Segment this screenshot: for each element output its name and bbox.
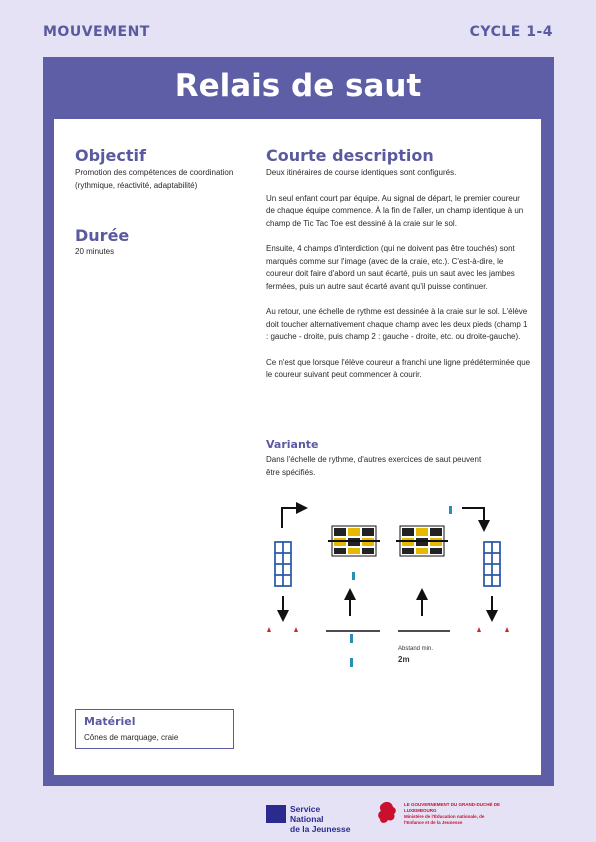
description-paragraph: Ce n'est que lorsque l'élève coureur a franchi une ligne prédéterminée que le coureur suivant peut commencer à courir. bbox=[266, 357, 531, 379]
distance-value: 2m bbox=[398, 655, 410, 664]
duree-text: 20 minutes bbox=[75, 247, 115, 256]
tictactoe-field-left bbox=[328, 526, 380, 556]
description-paragraph: Deux itinéraires de course identiques sont configurés. bbox=[266, 168, 457, 177]
snj-name-line2: de la Jeunesse bbox=[290, 824, 351, 834]
snj-badge-icon bbox=[266, 805, 286, 823]
description-paragraph: Au retour, une échelle de rythme est dessinée à la craie sur le sol. L'élève doit toucher alternativement chaque champ avec les deux pieds (champ 1 : gauche - droite, puis champ 2 : gauche - droite, etc. ou droite-gauche). bbox=[266, 307, 528, 341]
description-paragraph: Ensuite, 4 champs d'interdiction (qui ne doivent pas être touchés) sont marqués comme sur l'image (avec de la craie, etc.). C'est-à-dire, le coureur doit faire d'abord un saut écarté, puis un saut avec les jambes fermées, puis un autre saut écarté avant qu'il puisse continuer. bbox=[266, 244, 515, 291]
category-label: MOUVEMENT bbox=[43, 24, 150, 40]
rhythm-ladder-left bbox=[275, 542, 291, 586]
duree-heading: Durée bbox=[75, 226, 130, 245]
tictactoe-field-right bbox=[396, 526, 448, 556]
snj-logo bbox=[266, 803, 356, 834]
description-body bbox=[266, 167, 531, 395]
description-paragraph: Un seul enfant court par équipe. Au signal de départ, le premier coureur de chaque équipe commence. À la fin de l'aller, un champ identique à un champ de Tic Tac Toe est dessiné à la craie sur le sol. bbox=[266, 193, 524, 228]
gov-line2: Ministère de l'Éducation nationale, de l'Enfance et de la Jeunesse bbox=[404, 814, 485, 825]
variante-heading: Variante bbox=[266, 438, 319, 451]
marker-cones bbox=[267, 627, 509, 632]
cycle-label: CYCLE 1-4 bbox=[469, 24, 553, 40]
course-diagram bbox=[262, 498, 532, 673]
page-title: Relais de saut bbox=[174, 68, 422, 104]
materiel-box bbox=[75, 709, 234, 749]
ministry-logo bbox=[376, 800, 506, 828]
materiel-text: Cônes de marquage, craie bbox=[84, 733, 179, 742]
gov-line1: LE GOUVERNEMENT DU GRAND-DUCHÉ DE LUXEMBOURG bbox=[404, 802, 501, 813]
variante-text: Dans l'échelle de rythme, d'autres exercices de saut peuvent être spécifiés. bbox=[266, 455, 482, 477]
top-left-arrow bbox=[282, 508, 302, 528]
objectif-text: Promotion des compétences de coordination (rythmique, réactivité, adaptabilité) bbox=[75, 168, 234, 190]
rhythm-ladder-right bbox=[484, 542, 500, 586]
description-heading: Courte description bbox=[266, 146, 434, 165]
lion-crest-icon bbox=[376, 800, 400, 826]
top-right-arrow bbox=[462, 508, 484, 526]
snj-name-line1: Service National bbox=[290, 804, 324, 824]
materiel-heading: Matériel bbox=[84, 715, 136, 728]
objectif-heading: Objectif bbox=[75, 146, 146, 165]
distance-label: Abstand min. bbox=[398, 646, 434, 652]
